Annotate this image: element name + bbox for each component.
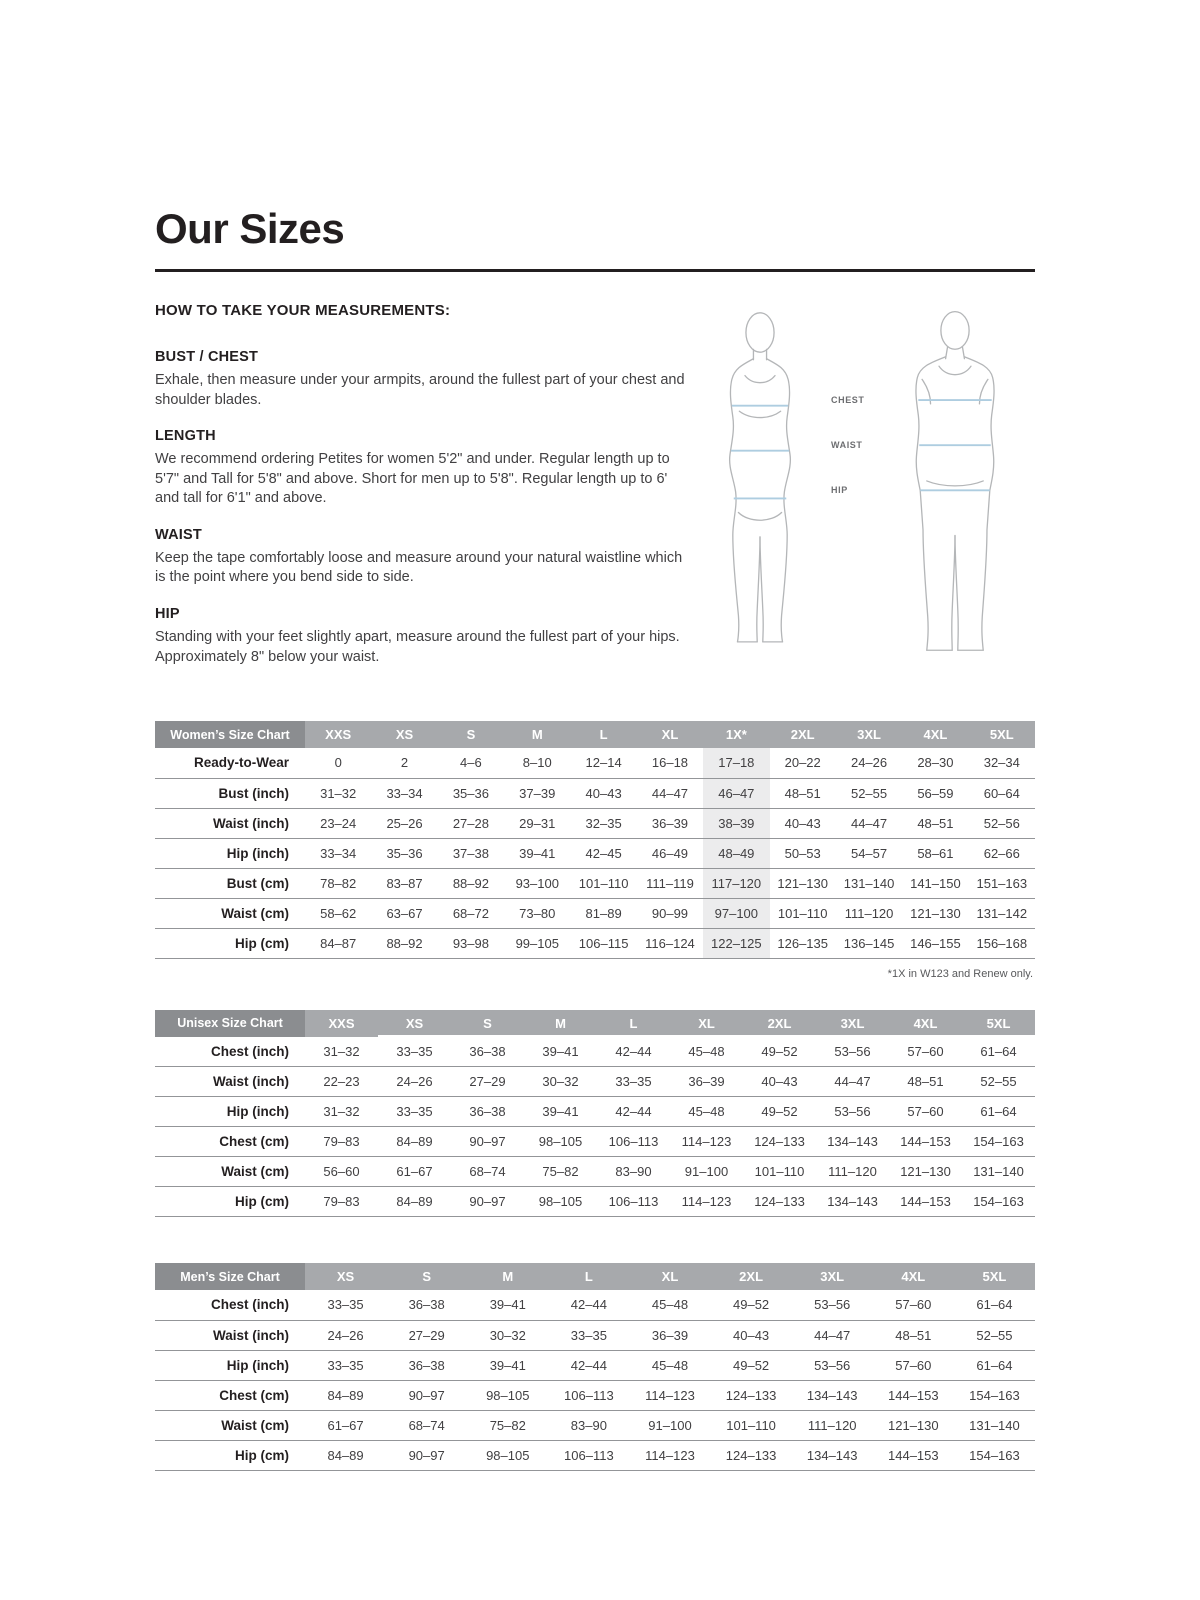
size-cell: 84–87 (320, 935, 357, 951)
section-body: Keep the tape comfortably loose and measure around your natural waistline which is the point where you bend side to side. (155, 549, 683, 586)
table-row (155, 928, 1035, 958)
size-cell: 35–36 (452, 785, 489, 801)
size-cell: 111–120 (807, 1417, 857, 1433)
size-cell: 62–66 (983, 845, 1020, 861)
table-row (155, 748, 1035, 778)
size-cell: 93–100 (515, 875, 559, 891)
row-label: Waist (cm) (221, 1164, 289, 1180)
size-cell: 73–80 (519, 905, 556, 921)
size-cell: 12–14 (585, 755, 622, 771)
size-cell: 97–100 (703, 898, 769, 928)
size-table (155, 721, 1035, 959)
column-header: 2XL (743, 1010, 816, 1037)
table-row (155, 1290, 1035, 1320)
size-cell: 98–105 (538, 1134, 583, 1150)
row-label: Hip (inch) (226, 1104, 289, 1120)
size-cell: 36–39 (651, 815, 689, 831)
column-header: 4XL (873, 1263, 954, 1290)
size-cell: 20–22 (784, 755, 821, 771)
size-cell: 84–89 (396, 1134, 433, 1150)
column-header: XS (305, 1263, 386, 1290)
size-cell: 25–26 (386, 815, 423, 831)
size-cell: 84–89 (327, 1447, 364, 1463)
column-header: 4XL (902, 721, 968, 748)
size-cell: 98–105 (486, 1387, 530, 1403)
size-cell: 39–41 (489, 1297, 526, 1313)
size-cell: 48–49 (703, 838, 769, 868)
row-label: Waist (cm) (221, 905, 289, 921)
size-cell: 53–56 (814, 1297, 851, 1313)
size-cell: 32–34 (983, 755, 1020, 771)
table-title-cell: Unisex Size Chart (155, 1010, 305, 1037)
column-header: L (548, 1263, 629, 1290)
size-cell: 32–35 (585, 815, 622, 831)
figure-label-waist: WAIST (831, 440, 863, 450)
how-to-heading: HOW TO TAKE YOUR MEASUREMENTS: (155, 302, 451, 319)
size-cell: 57–60 (895, 1297, 932, 1313)
size-cell: 27–29 (469, 1074, 506, 1090)
size-cell: 49–52 (733, 1297, 770, 1313)
column-header: L (570, 721, 636, 748)
size-cell: 79–83 (323, 1134, 360, 1150)
section-body: Exhale, then measure under your armpits, around the fullest part of your chest and shoulder blades. (155, 372, 685, 408)
intro-area (155, 302, 1035, 685)
size-cell: 90–97 (469, 1134, 506, 1150)
size-cell: 90–97 (408, 1387, 445, 1403)
size-cell: 60–64 (983, 785, 1020, 801)
table-row (155, 808, 1035, 838)
size-cell: 111–119 (646, 875, 694, 891)
column-header: 4XL (889, 1010, 962, 1037)
size-cell: 61–64 (976, 1357, 1013, 1373)
size-cell: 46–47 (703, 778, 769, 808)
size-cell: 57–60 (895, 1357, 932, 1373)
size-cell: 8–10 (522, 755, 552, 771)
size-cell: 101–110 (726, 1417, 776, 1433)
size-cell: 121–130 (900, 1164, 951, 1180)
size-cell: 58–62 (320, 905, 357, 921)
size-cell: 88–92 (386, 935, 423, 951)
size-cell: 42–44 (615, 1043, 652, 1059)
size-cell: 52–55 (980, 1074, 1017, 1090)
size-cell: 42–44 (570, 1357, 607, 1373)
size-cell: 30–32 (542, 1074, 579, 1090)
size-cell: 61–64 (976, 1297, 1013, 1313)
size-cell: 33–34 (386, 785, 423, 801)
size-cell: 144–153 (900, 1194, 951, 1210)
column-header: XS (378, 1010, 451, 1037)
size-cell: 114–123 (645, 1447, 695, 1463)
column-header: XXS (305, 721, 371, 748)
size-cell: 131–140 (969, 1417, 1020, 1433)
size-cell: 27–28 (452, 815, 489, 831)
size-cell: 33–35 (396, 1104, 433, 1120)
row-label: Ready-to-Wear (193, 755, 289, 771)
female-figure-illustration (685, 306, 835, 644)
size-cell: 44–47 (814, 1327, 851, 1343)
size-cell: 48–51 (784, 785, 821, 801)
size-cell: 114–123 (645, 1387, 695, 1403)
column-header: 5XL (969, 721, 1035, 748)
page-title: Our Sizes (155, 205, 1035, 272)
size-cell: 44–47 (834, 1074, 871, 1090)
size-cell: 124–133 (754, 1194, 805, 1210)
column-header: 3XL (816, 1010, 889, 1037)
table-row (155, 778, 1035, 808)
size-cell: 31–32 (323, 1043, 360, 1059)
size-cell: 90–97 (408, 1447, 445, 1463)
table-row (155, 1187, 1035, 1217)
section-body: We recommend ordering Petites for women 5'2" and under. Regular length up to 5'7" and Tall for 5'8" and above. Short for men up to 5'8". Regular length up to 6' and tall for 6'1" and above. (155, 451, 670, 507)
size-cell: 33–35 (570, 1327, 607, 1343)
unisex-size-chart (155, 1010, 1035, 1218)
row-label: Chest (inch) (210, 1043, 289, 1059)
column-header: 2XL (770, 721, 836, 748)
size-cell: 134–143 (806, 1447, 858, 1463)
table-row (155, 1097, 1035, 1127)
figure-label-chest: CHEST (831, 395, 865, 405)
size-cell: 90–97 (469, 1194, 506, 1210)
size-cell: 111–120 (844, 905, 894, 921)
size-cell: 40–43 (733, 1327, 770, 1343)
size-cell: 136–145 (843, 935, 895, 951)
table-header-row (155, 1010, 1035, 1037)
size-cell: 154–163 (973, 1134, 1024, 1150)
size-cell: 57–60 (907, 1043, 944, 1059)
size-cell: 154–163 (973, 1194, 1024, 1210)
size-cell: 48–51 (895, 1327, 932, 1343)
column-header: 5XL (954, 1263, 1035, 1290)
size-cell: 61–67 (327, 1417, 364, 1433)
size-cell: 46–49 (651, 845, 689, 861)
size-cell: 39–41 (489, 1357, 526, 1373)
table-title-cell: Men’s Size Chart (155, 1263, 305, 1290)
size-cell: 57–60 (907, 1104, 944, 1120)
column-header: S (451, 1010, 524, 1037)
size-cell: 24–26 (396, 1074, 433, 1090)
size-cell: 146–155 (910, 935, 961, 951)
size-cell: 24–26 (327, 1327, 364, 1343)
male-figure-illustration (875, 306, 1035, 654)
column-header: XXS (305, 1010, 378, 1037)
size-cell: 99–105 (515, 935, 559, 951)
size-cell: 53–56 (814, 1357, 851, 1373)
size-cell: 121–130 (777, 875, 828, 891)
size-cell: 98–105 (538, 1194, 583, 1210)
size-table (155, 1010, 1035, 1218)
measurement-figures (685, 306, 1035, 685)
size-cell: 39–41 (519, 845, 556, 861)
size-cell: 31–32 (320, 785, 357, 801)
size-cell: 48–51 (907, 1074, 944, 1090)
column-header: 2XL (711, 1263, 792, 1290)
size-cell: 36–39 (688, 1074, 725, 1090)
row-label: Hip (inch) (226, 1357, 289, 1373)
size-cell: 124–133 (725, 1447, 777, 1463)
table-row (155, 1410, 1035, 1440)
table-row (155, 1127, 1035, 1157)
size-cell: 53–56 (834, 1104, 871, 1120)
size-cell: 24–26 (850, 755, 888, 771)
column-header: XL (629, 1263, 710, 1290)
size-cell: 42–45 (585, 845, 622, 861)
size-cell: 106–113 (608, 1194, 659, 1210)
row-label: Hip (cm) (235, 935, 289, 951)
table-header-row (155, 721, 1035, 748)
size-cell: 56–60 (323, 1164, 360, 1180)
row-label: Bust (inch) (218, 785, 289, 801)
size-cell: 44–47 (651, 785, 689, 801)
size-cell: 84–89 (327, 1387, 364, 1403)
table-header-row (155, 1263, 1035, 1290)
table-row (155, 1320, 1035, 1350)
size-cell: 126–135 (777, 935, 828, 951)
size-cell: 4–6 (460, 755, 482, 771)
size-cell: 124–133 (725, 1387, 777, 1403)
size-cell: 141–150 (910, 875, 961, 891)
size-cell: 36–38 (408, 1357, 445, 1373)
size-cell: 50–53 (784, 845, 821, 861)
size-cell: 124–133 (754, 1134, 805, 1150)
size-cell: 35–36 (386, 845, 423, 861)
table-row (155, 1350, 1035, 1380)
row-label: Chest (cm) (219, 1387, 289, 1403)
size-cell: 23–24 (320, 815, 357, 831)
size-cell: 75–82 (542, 1164, 579, 1180)
section-heading: LENGTH (155, 428, 216, 445)
size-cell: 68–74 (408, 1417, 445, 1433)
size-cell: 49–52 (733, 1357, 770, 1373)
size-cell: 111–120 (828, 1164, 877, 1180)
size-cell: 38–39 (703, 808, 769, 838)
size-cell: 33–34 (320, 845, 357, 861)
size-cell: 52–55 (976, 1327, 1013, 1343)
size-cell: 154–163 (969, 1447, 1020, 1463)
section-heading: WAIST (155, 526, 202, 543)
size-cell: 121–130 (888, 1417, 939, 1433)
table-row (155, 1157, 1035, 1187)
column-header: M (467, 1263, 548, 1290)
size-cell: 63–67 (386, 905, 423, 921)
size-cell: 28–30 (917, 755, 954, 771)
row-label: Waist (cm) (221, 1417, 289, 1433)
size-cell: 33–35 (327, 1357, 364, 1373)
size-cell: 144–153 (900, 1134, 951, 1150)
size-cell: 49–52 (761, 1104, 798, 1120)
size-cell: 39–41 (542, 1043, 579, 1059)
table-row (155, 868, 1035, 898)
size-cell: 49–52 (761, 1043, 798, 1059)
table-row (155, 1067, 1035, 1097)
size-cell: 114–123 (681, 1194, 732, 1210)
column-header: S (438, 721, 504, 748)
size-cell: 36–39 (651, 1327, 689, 1343)
column-header: M (524, 1010, 597, 1037)
column-header: 3XL (792, 1263, 873, 1290)
size-cell: 106–113 (564, 1387, 614, 1403)
column-header: XL (637, 721, 703, 748)
mens-size-chart (155, 1263, 1035, 1471)
size-cell: 79–83 (323, 1194, 360, 1210)
size-cell: 33–35 (396, 1043, 433, 1059)
size-cell: 61–67 (396, 1164, 433, 1180)
size-cell: 48–51 (917, 815, 954, 831)
size-cell: 33–35 (327, 1297, 364, 1313)
size-cell: 114–123 (681, 1134, 732, 1150)
size-cell: 36–38 (469, 1104, 506, 1120)
size-cell: 131–140 (973, 1164, 1024, 1180)
size-cell: 134–143 (827, 1134, 878, 1150)
size-cell: 2 (400, 755, 409, 771)
row-label: Bust (cm) (226, 875, 289, 891)
table-row (155, 1037, 1035, 1067)
size-cell: 40–43 (585, 785, 622, 801)
size-cell: 45–48 (688, 1104, 725, 1120)
size-cell: 29–31 (519, 815, 556, 831)
size-cell: 106–115 (578, 935, 629, 951)
size-cell: 40–43 (784, 815, 821, 831)
row-label: Waist (inch) (213, 1074, 289, 1090)
row-label: Hip (inch) (226, 845, 289, 861)
row-label: Hip (cm) (235, 1194, 289, 1210)
row-label: Hip (cm) (235, 1447, 289, 1463)
size-cell: 45–48 (651, 1357, 689, 1373)
section-heading: HIP (155, 605, 180, 622)
size-cell: 116–124 (645, 935, 695, 951)
size-cell: 54–57 (850, 845, 888, 861)
size-cell: 31–32 (323, 1104, 360, 1120)
size-cell: 36–38 (408, 1297, 445, 1313)
size-cell: 83–90 (615, 1164, 652, 1180)
size-cell: 106–113 (564, 1447, 614, 1463)
size-cell: 98–105 (486, 1447, 530, 1463)
size-cell: 84–89 (396, 1194, 433, 1210)
column-header: XL (670, 1010, 743, 1037)
section-body: Standing with your feet slightly apart, measure around the fullest part of your hips. Approximately 8" below your waist. (155, 628, 680, 665)
measurement-section-bust-chest (155, 349, 685, 410)
size-cell: 52–55 (850, 785, 888, 801)
size-chart-footnote: *1X in W123 and Renew only. (887, 967, 1033, 980)
size-cell: 134–143 (827, 1194, 878, 1210)
section-heading: BUST / CHEST (155, 349, 259, 365)
size-cell: 91–100 (684, 1164, 729, 1180)
table-title-cell: Women’s Size Chart (155, 721, 305, 748)
size-cell: 40–43 (761, 1074, 798, 1090)
row-label: Chest (inch) (210, 1297, 289, 1313)
measurement-section-hip (155, 606, 685, 667)
size-cell: 27–29 (408, 1327, 445, 1343)
table-row (155, 898, 1035, 928)
column-header: 5XL (962, 1010, 1035, 1037)
size-cell: 131–142 (976, 905, 1028, 921)
column-header: L (597, 1010, 670, 1037)
size-cell: 16–18 (651, 755, 689, 771)
size-cell: 37–38 (452, 845, 489, 861)
size-cell: 52–56 (983, 815, 1020, 831)
size-cell: 30–32 (489, 1327, 526, 1343)
size-cell: 106–113 (608, 1134, 659, 1150)
size-cell: 78–82 (320, 875, 357, 891)
size-cell: 101–110 (754, 1164, 805, 1180)
size-cell: 36–38 (469, 1043, 506, 1059)
size-cell: 61–64 (980, 1104, 1017, 1120)
measurement-section-waist (155, 527, 685, 588)
column-header: S (386, 1263, 467, 1290)
size-cell: 91–100 (648, 1417, 692, 1433)
size-cell: 42–44 (570, 1297, 607, 1313)
row-label: Waist (inch) (213, 1327, 289, 1343)
size-cell: 154–163 (969, 1387, 1020, 1403)
table-row (155, 838, 1035, 868)
row-label: Waist (inch) (213, 815, 289, 831)
size-cell: 101–110 (777, 905, 828, 921)
size-cell: 22–23 (323, 1074, 360, 1090)
size-cell: 42–44 (615, 1104, 652, 1120)
size-table (155, 1263, 1035, 1471)
size-cell: 68–72 (452, 905, 489, 921)
measurement-instructions (155, 302, 685, 685)
table-row (155, 1440, 1035, 1470)
size-cell: 0 (334, 755, 342, 771)
row-label: Chest (cm) (219, 1134, 289, 1150)
size-cell: 101–110 (578, 875, 629, 891)
column-header: 3XL (836, 721, 902, 748)
size-cell: 17–18 (703, 748, 769, 778)
size-cell: 37–39 (519, 785, 556, 801)
column-header: 1X* (703, 721, 769, 748)
figure-label-hip: HIP (831, 485, 848, 495)
measurement-section-length (155, 428, 685, 509)
size-cell: 39–41 (542, 1104, 579, 1120)
size-cell: 134–143 (806, 1387, 858, 1403)
size-cell: 56–59 (917, 785, 954, 801)
size-cell: 131–140 (843, 875, 895, 891)
size-cell: 122–125 (703, 928, 769, 958)
size-cell: 83–87 (386, 875, 423, 891)
size-cell: 151–163 (976, 875, 1028, 891)
size-cell: 61–64 (980, 1043, 1017, 1059)
size-cell: 45–48 (688, 1043, 725, 1059)
column-header: XS (371, 721, 437, 748)
size-cell: 121–130 (910, 905, 961, 921)
size-cell: 44–47 (850, 815, 888, 831)
size-cell: 58–61 (917, 845, 954, 861)
column-header: M (504, 721, 570, 748)
table-row (155, 1380, 1035, 1410)
size-cell: 90–99 (651, 905, 689, 921)
size-cell: 156–168 (976, 935, 1028, 951)
size-cell: 144–153 (888, 1387, 939, 1403)
size-cell: 88–92 (452, 875, 489, 891)
size-cell: 144–153 (888, 1447, 939, 1463)
size-cell: 33–35 (615, 1074, 652, 1090)
size-cell: 117–120 (703, 868, 769, 898)
size-cell: 81–89 (585, 905, 622, 921)
size-cell: 83–90 (570, 1417, 607, 1433)
size-cell: 45–48 (651, 1297, 689, 1313)
womens-size-chart (155, 721, 1035, 959)
size-cell: 75–82 (489, 1417, 526, 1433)
size-cell: 68–74 (469, 1164, 506, 1180)
size-cell: 53–56 (834, 1043, 871, 1059)
size-cell: 93–98 (452, 935, 489, 951)
